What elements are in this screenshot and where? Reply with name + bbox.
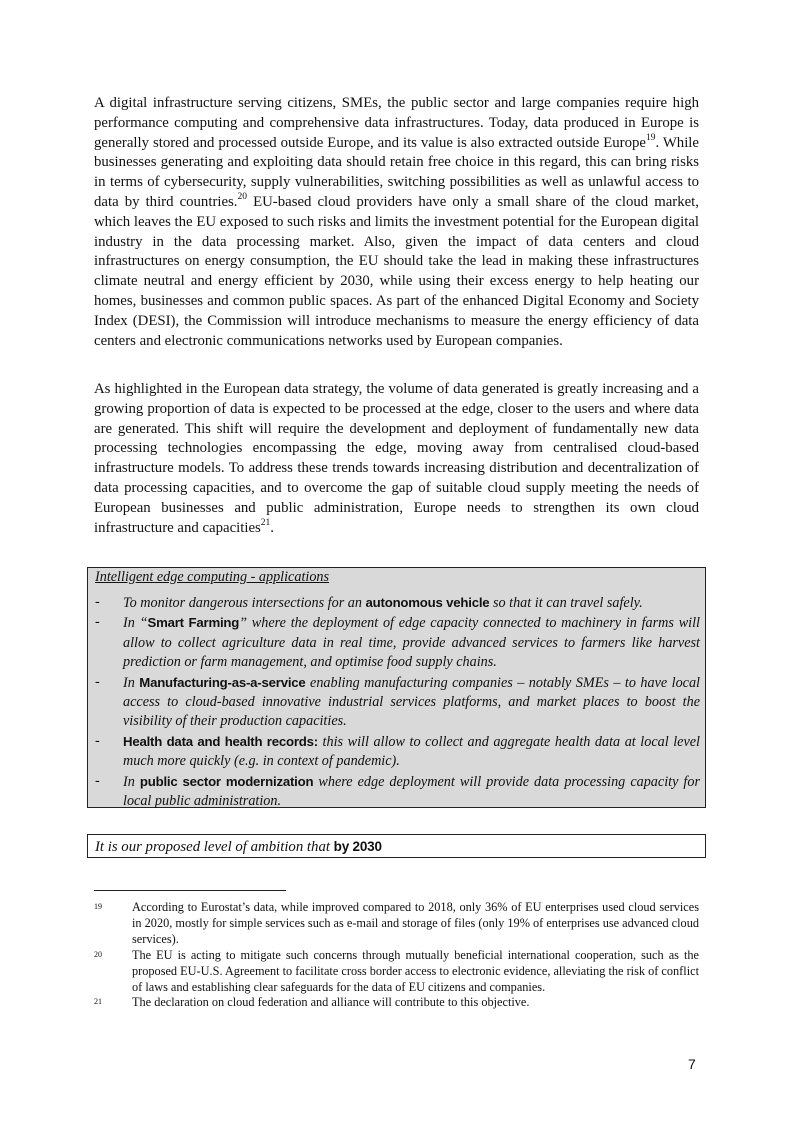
ambition-statement-box: It is our proposed level of ambition that by 2030 [87, 834, 706, 858]
list-item: - In “Smart Farming” where the deployment of edge capacity connected to machinery in farms will allow to collect agriculture data in real time, provide advanced services to farmers like harvest prediction or farm management, and optimise food supply chains. [95, 614, 700, 671]
box-title: Intelligent edge computing - applications [95, 569, 330, 585]
applications-list [88, 593, 707, 811]
list-item: - To monitor dangerous intersections for an autonomous vehicle so that it can travel safely. [95, 594, 643, 611]
footnote-ref-21[interactable]: 21 [260, 517, 271, 528]
footnote-ref-19[interactable]: 19 [645, 132, 656, 143]
footnote-21: 21 The declaration on cloud federation and alliance will contribute to this objective. [94, 995, 530, 1010]
footnotes [94, 900, 699, 1011]
body-paragraph-2: As highlighted in the European data strategy, the volume of data generated is greatly increasing and a growing proportion of data is expected to be processed at the edge, closer to the users and where data are generated. This shift will require the development and deployment of fundamentally new data processing technologies encompassing the edge, moving away from centralised cloud-based infrastructure models. To address these trends towards increasing distribution and decentralization of data processing capacities, and to overcome the gap of suitable cloud supply meeting the needs of European businesses and public administration, Europe needs to strengthen its own cloud infrastructure and capacities$^{21}$. [94, 381, 699, 536]
page-number: 7 [688, 1056, 696, 1072]
body-paragraph-1: A digital infrastructure serving citizens, SMEs, the public sector and large companies require high performance computing and comprehensive data infrastructures. Today, data produced in Europe is generally stored and processed outside Europe, and its value is also extracted outside Europe$^{19}$. While businesses generating and exploiting data should retain free choice in this regard, this can bring risks in terms of cybersecurity, supply vulnerabilities, switching possibilities as well as unlawful access to data by third countries.$^{20}$ EU-based cloud providers have only a small share of the cloud market, which leaves the EU exposed to such risks and limits the investment potential for the European digital industry in the data processing market. Also, given the impact of data centers and cloud infrastructures on energy consumption, the EU should take the lead in making these infrastructures climate neutral and energy efficient by 2030, while using their excess energy to help heating our homes, businesses and common public spaces. As part of the enhanced Digital Economy and Society Index (DESI), the Commission will introduce mechanisms to measure the energy efficiency of data centers and electronic communications networks used by European companies. [94, 95, 699, 349]
footnote-separator [94, 890, 286, 891]
footnote-19: 19 According to Eurostat’s data, while improved compared to 2018, only 36% of EU enterprises used cloud services in 2020, mostly for simple services such as e-mail and storage of files (only 19% of enterprises use advanced cloud services). [94, 900, 699, 946]
edge-computing-applications-box [87, 567, 706, 808]
list-item: - In public sector modernization where edge deployment will provide data processing capacity for local public administration. [95, 772, 700, 810]
list-item: - Health data and health records: this will allow to collect and aggregate health data at local level much more quickly (e.g. in context of pandemic). [95, 732, 700, 770]
footnote-20: 20 The EU is acting to mitigate such concerns through mutually beneficial international cooperation, such as the proposed EU-U.S. Agreement to facilitate cross border access to electronic evidence, alleviating the risk of conflict of laws and establishing clear safeguards for the data of EU citizens and companies. [94, 947, 699, 994]
list-item: - In Manufacturing-as-a-service enabling manufacturing companies – notably SMEs – to have local access to cloud-based innovative industrial services platforms, and market places to boost the visibility of their production capacities. [95, 673, 700, 730]
footnote-ref-20[interactable]: 20 [237, 192, 248, 203]
